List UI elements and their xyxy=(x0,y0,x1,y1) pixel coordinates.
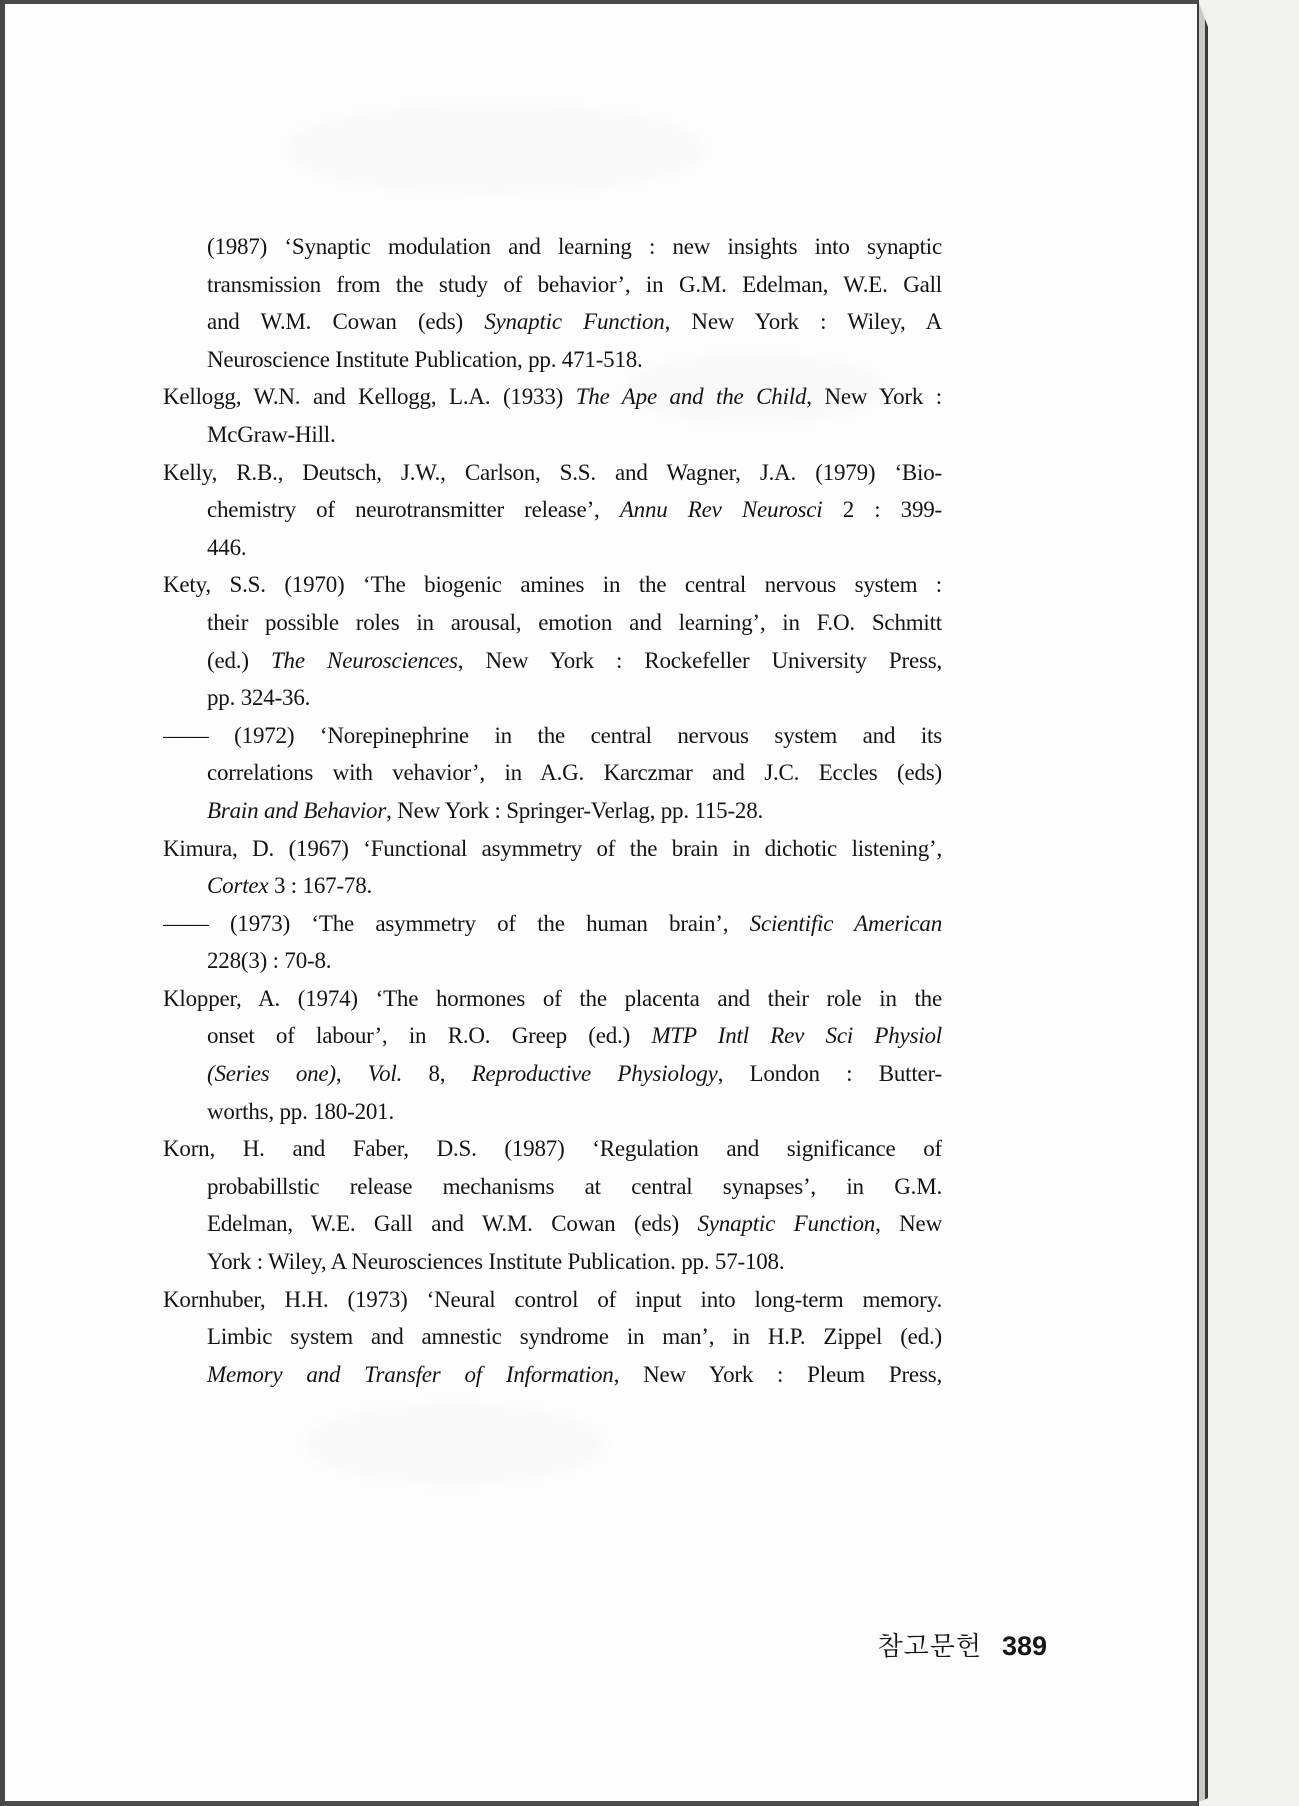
bib-segment: The Neurosciences xyxy=(270,647,458,673)
bib-segment: Kellogg, W.N. and Kellogg, L.A. (1933) xyxy=(163,384,576,410)
page-edge xyxy=(1199,3,1208,1802)
bib-segment: 3 : 167-78. xyxy=(268,873,373,899)
bib-segment: , xyxy=(335,1061,368,1087)
bib-line xyxy=(207,679,942,717)
bib-segment: correlations with vehavior’, in A.G. Karczmar and J.C. Eccles (eds) xyxy=(207,760,942,786)
bib-line xyxy=(207,867,942,905)
bib-segment: Kelly, R.B., Deutsch, J.W., Carlson, S.S. and Wagner, J.A. (1979) ‘Bio- xyxy=(163,459,942,485)
bib-segment: chemistry of neurotransmitter release’, xyxy=(207,497,620,523)
bib-segment: (1987) ‘Synaptic modulation and learning : new insights into synaptic xyxy=(207,234,942,259)
bib-segment: their possible roles in arousal, emotion and learning’, in F.O. Schmitt xyxy=(207,609,942,635)
bib-segment: Neuroscience Institute Publication, pp. 471-518. xyxy=(207,346,643,372)
bib-segment: probabillstic release mechanisms at central synapses’, in G.M. xyxy=(207,1173,942,1199)
bib-line xyxy=(207,416,942,454)
bib-segment: Memory and Transfer of Information xyxy=(207,1361,614,1387)
bib-line xyxy=(163,1281,942,1319)
bib-segment: Vol. xyxy=(367,1061,403,1087)
bib-line xyxy=(207,228,942,266)
bib-segment: Kornhuber, H.H. (1973) ‘Neural control of input into long-term memory. xyxy=(163,1286,942,1312)
bib-segment: Kety, S.S. (1970) ‘The biogenic amines in the central nervous system : xyxy=(163,572,942,598)
bib-segment: , New York : Springer-Verlag, pp. 115-28. xyxy=(386,797,764,823)
bib-line xyxy=(207,642,942,680)
bib-line xyxy=(207,1318,942,1356)
bib-segment: Brain and Behavior xyxy=(207,797,387,823)
bib-line xyxy=(207,1168,942,1206)
bib-segment: , New York : Pleum Press, xyxy=(613,1361,942,1387)
bib-line xyxy=(207,1055,942,1093)
bib-line xyxy=(163,980,942,1018)
footer-section-label: 참고문헌 xyxy=(877,1632,982,1661)
bib-line xyxy=(207,792,942,830)
bib-segment: York : Wiley, A Neurosciences Institute Publication. pp. 57-108. xyxy=(207,1249,785,1275)
bib-line xyxy=(207,1356,942,1394)
bib-segment: Edelman, W.E. Gall and W.M. Cowan (eds) xyxy=(207,1211,698,1237)
bib-segment: Cortex xyxy=(207,873,269,899)
bib-segment: pp. 324-36. xyxy=(207,685,311,711)
bib-line xyxy=(207,1093,942,1131)
bib-segment: —— (1972) ‘Norepinephrine in the central nervous system and its xyxy=(163,722,942,748)
bib-segment: The Ape and the Child xyxy=(575,384,807,410)
bib-line xyxy=(207,1017,942,1055)
bib-line xyxy=(207,341,942,379)
bib-line xyxy=(207,754,942,792)
bib-segment: 2 : 399- xyxy=(822,497,942,523)
bib-line xyxy=(163,717,942,755)
page-footer xyxy=(163,1626,1047,1663)
bib-segment: Kimura, D. (1967) ‘Functional asymmetry of the brain in dichotic listening’, xyxy=(163,835,942,861)
bib-segment: worths, pp. 180-201. xyxy=(207,1098,395,1124)
bib-segment: transmission from the study of behavior’, in G.M. Edelman, W.E. Gall xyxy=(207,271,942,297)
bib-segment: MTP Intl Rev Sci Physiol xyxy=(651,1023,942,1049)
bib-segment: , New York : xyxy=(806,384,942,410)
scan-smudge xyxy=(305,1404,605,1484)
bib-segment: , New York : Wiley, A xyxy=(664,309,942,335)
bib-segment: (ed.) xyxy=(207,647,271,673)
bib-entry xyxy=(163,1130,942,1280)
bib-segment: Synaptic Function xyxy=(484,309,665,335)
bib-segment: , New York : Rockefeller University Press, xyxy=(457,647,942,673)
bib-segment: 228(3) : 70-8. xyxy=(207,948,332,974)
bib-entry xyxy=(163,980,942,1130)
bib-line xyxy=(207,1205,942,1243)
bib-entry xyxy=(163,905,942,980)
bib-line xyxy=(163,1130,942,1168)
bib-segment: and W.M. Cowan (eds) xyxy=(207,309,485,335)
bib-segment: Synaptic Function xyxy=(697,1211,876,1237)
bibliography xyxy=(163,228,942,1393)
bib-line xyxy=(207,529,942,567)
bib-line xyxy=(207,491,942,529)
bib-entry xyxy=(163,1281,942,1394)
bib-line xyxy=(163,905,942,943)
bib-entry xyxy=(163,454,942,567)
bib-entry xyxy=(163,228,942,378)
bib-line xyxy=(207,604,942,642)
bib-line xyxy=(207,942,942,980)
scan-smudge xyxy=(285,104,705,194)
bib-entry xyxy=(163,566,942,716)
bib-line xyxy=(207,1243,942,1281)
bib-segment: onset of labour’, in R.O. Greep (ed.) xyxy=(207,1023,652,1049)
bib-line xyxy=(163,566,942,604)
bib-segment: Klopper, A. (1974) ‘The hormones of the placenta and their role in the xyxy=(163,985,942,1011)
bib-segment: Limbic system and amnestic syndrome in man’, in H.P. Zippel (ed.) xyxy=(207,1324,942,1350)
bib-entry xyxy=(163,717,942,830)
bib-segment: 8, xyxy=(402,1061,472,1087)
bib-segment: 446. xyxy=(207,534,247,560)
bib-segment: —— (1973) ‘The asymmetry of the human brain’, xyxy=(163,910,750,936)
bib-segment: , London : Butter- xyxy=(717,1061,942,1087)
bib-segment: Reproductive Physiology xyxy=(471,1061,718,1087)
bib-line xyxy=(163,378,942,416)
bib-line xyxy=(163,830,942,868)
bib-line xyxy=(163,454,942,492)
bib-segment: Scientific American xyxy=(749,910,942,936)
bib-entry xyxy=(163,830,942,905)
bib-line xyxy=(207,266,942,304)
bib-entry xyxy=(163,378,942,453)
footer-page-number: 389 xyxy=(1001,1631,1047,1661)
bib-segment: Annu Rev Neurosci xyxy=(619,497,823,523)
bib-segment: , New xyxy=(875,1211,942,1237)
bib-segment: McGraw-Hill. xyxy=(207,421,336,447)
bib-line xyxy=(207,303,942,341)
bib-segment: (Series one) xyxy=(207,1061,336,1087)
bib-segment: Korn, H. and Faber, D.S. (1987) ‘Regulation and significance of xyxy=(163,1136,942,1162)
